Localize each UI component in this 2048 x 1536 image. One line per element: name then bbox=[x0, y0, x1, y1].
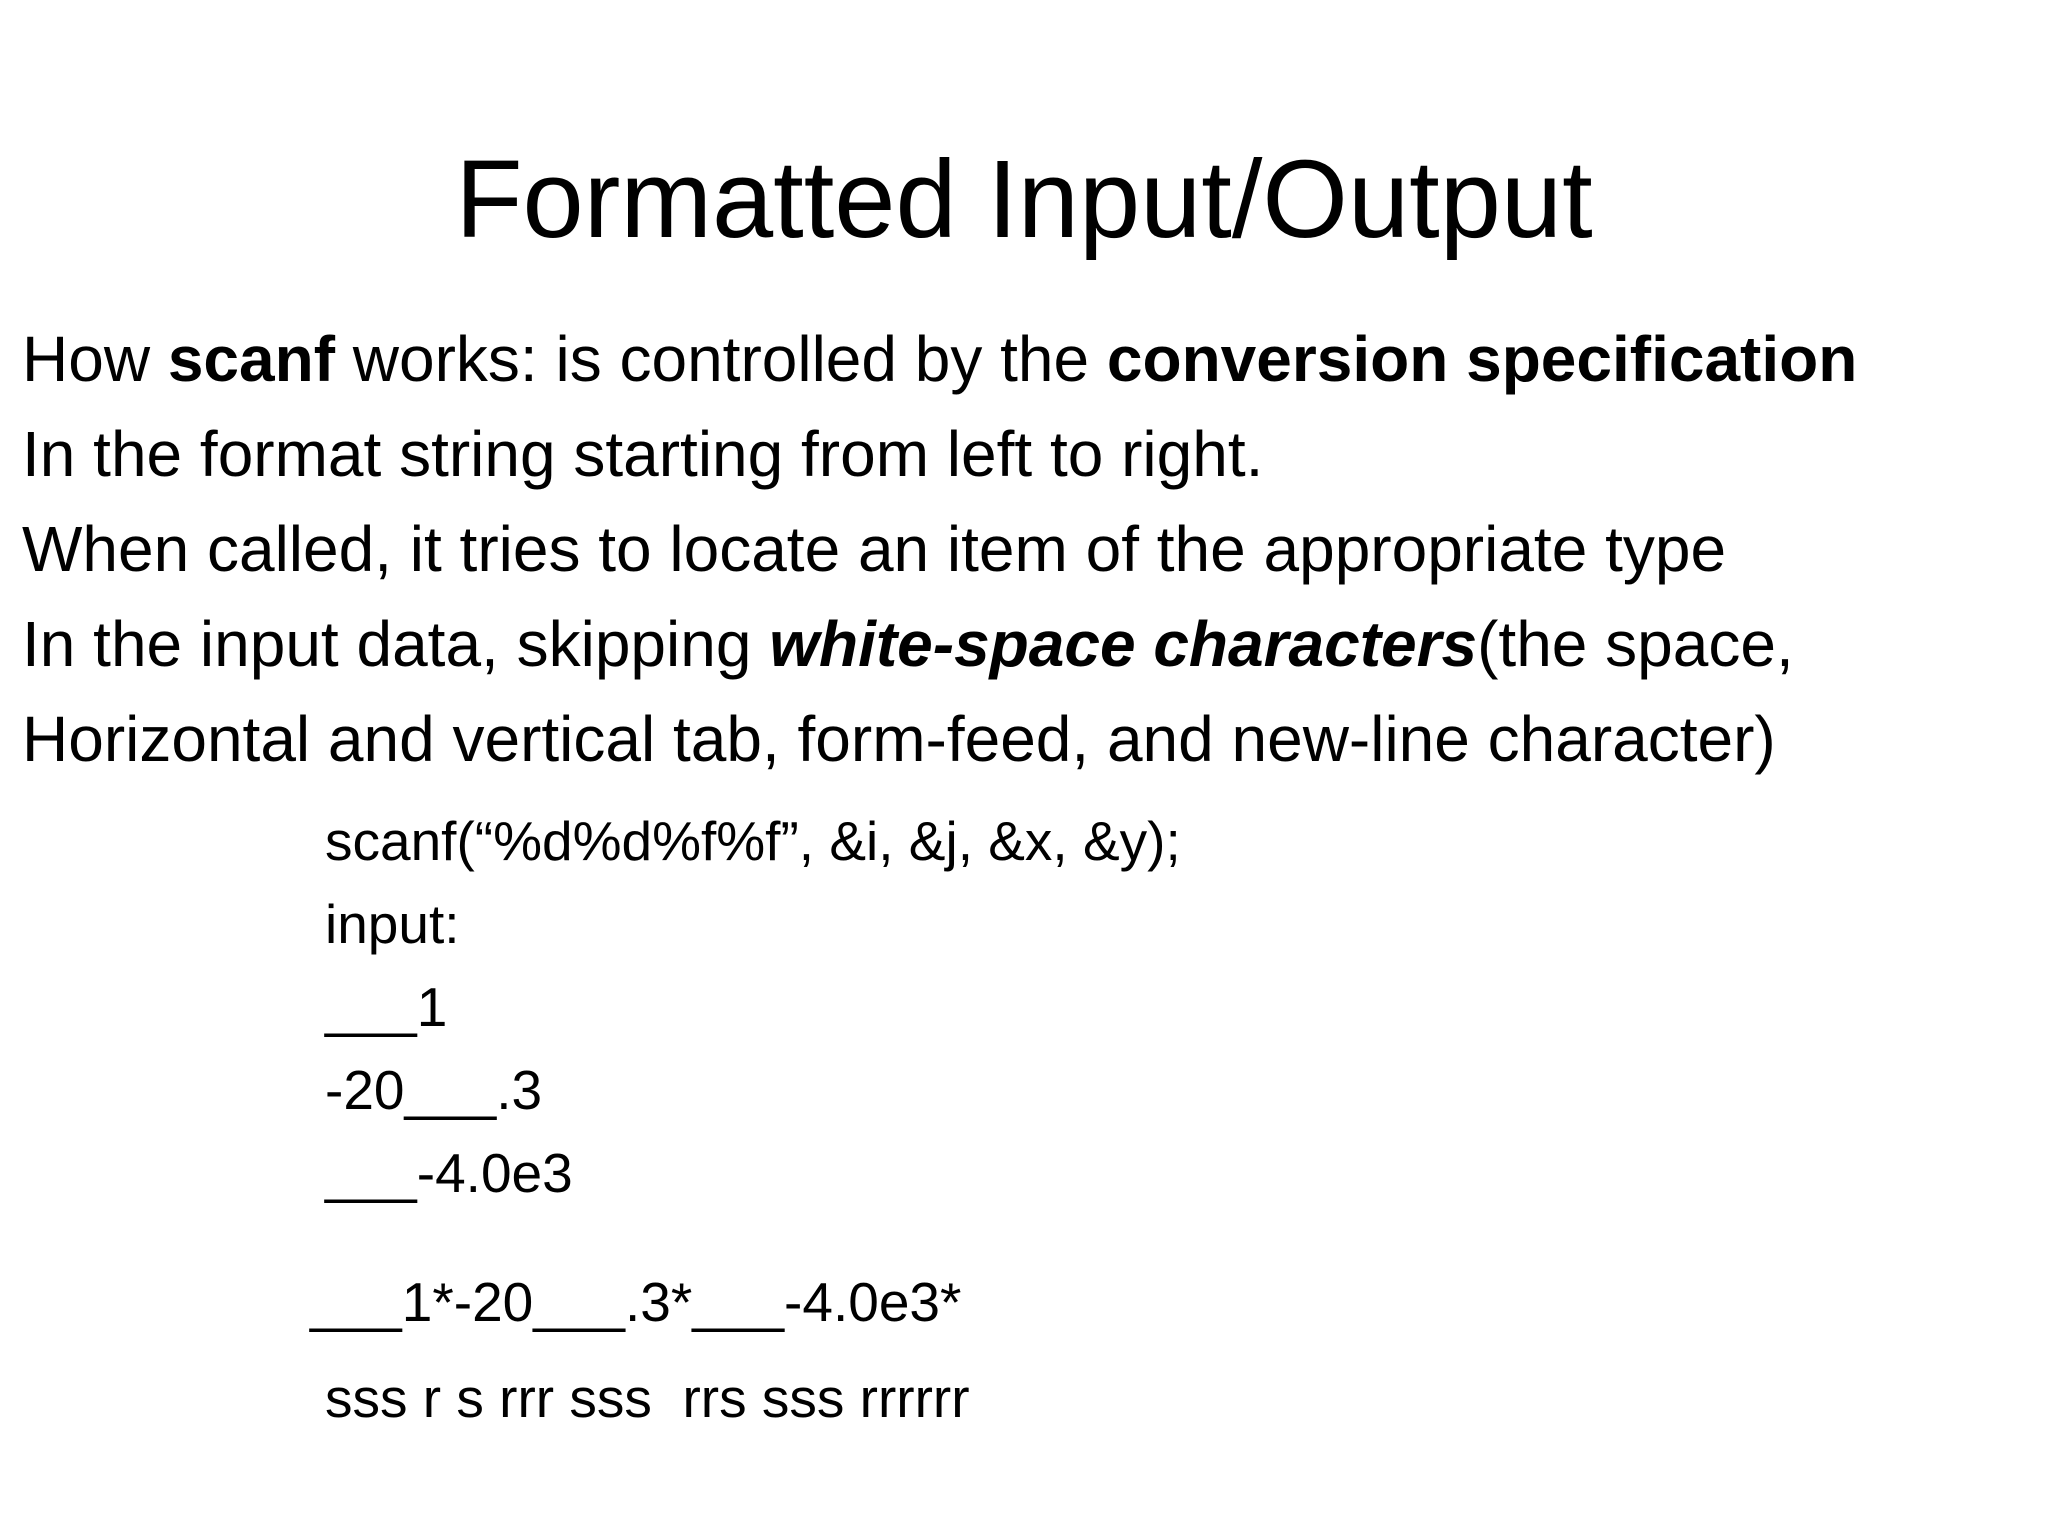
body-text bbox=[22, 312, 2042, 787]
input-label: input: bbox=[325, 893, 460, 955]
body-line-4-text-b: (the space, bbox=[1477, 608, 1794, 680]
input-line-1: ___1 bbox=[325, 976, 448, 1038]
body-line-2: In the format string starting from left to right. bbox=[22, 418, 1264, 490]
conversion-specification-term: conversion specification bbox=[1106, 323, 1858, 395]
body-line-1-text-a: How bbox=[22, 323, 168, 395]
body-line-4 bbox=[22, 597, 2042, 692]
skip-read-legend: sss r s rrr sss rrs sss rrrrrr bbox=[325, 1367, 970, 1429]
body-line-1 bbox=[22, 312, 2042, 407]
body-line-1-text-b: works: is controlled by the bbox=[335, 323, 1107, 395]
slide-title: Formatted Input/Output bbox=[455, 138, 1593, 261]
input-line-3: ___-4.0e3 bbox=[325, 1142, 573, 1204]
body-line-3: When called, it tries to locate an item of the appropriate type bbox=[22, 513, 1727, 585]
body-line-5: Horizontal and vertical tab, form-feed, and new-line character) bbox=[22, 703, 1776, 775]
code-example bbox=[325, 800, 1181, 1215]
scanf-keyword: scanf bbox=[167, 323, 335, 395]
white-space-characters-term: white-space characters bbox=[769, 608, 1478, 680]
body-line-4-text-a: In the input data, skipping bbox=[22, 608, 770, 680]
scanf-call: scanf(“%d%d%f%f”, &i, &j, &x, &y); bbox=[325, 810, 1181, 872]
input-stream: ___1*-20___.3*___-4.0e3* bbox=[310, 1271, 962, 1333]
input-line-2: -20___.3 bbox=[325, 1059, 543, 1121]
